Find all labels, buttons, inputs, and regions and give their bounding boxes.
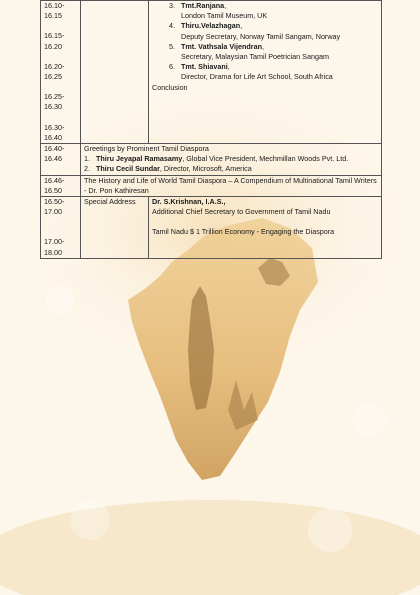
time-cell xyxy=(41,197,81,259)
time-slot: 16.10-16.15 xyxy=(44,1,65,21)
speaker-item: 5. Tmt. Vathsala Vijendran, xyxy=(169,41,264,51)
speaker-designation: Additional Chief Secretary to Government of Tamil Nadu xyxy=(152,207,331,217)
speaker-detail: London Tamil Museum, UK xyxy=(181,11,268,21)
bokeh-4 xyxy=(70,500,110,540)
speaker-detail: Secretary, Malaysian Tamil Poetrician Sangam xyxy=(181,52,329,62)
session-label: Special Address xyxy=(81,197,149,259)
session-cell xyxy=(81,1,149,144)
time-cell: 16.40-16.46 xyxy=(41,144,81,176)
time-slot: 16.50-17.00 xyxy=(44,197,65,217)
table-row xyxy=(41,1,382,144)
conclusion-label: Conclusion xyxy=(152,82,188,92)
special-address-cell xyxy=(149,197,382,259)
time-cell: 16.46-16.50 xyxy=(41,175,81,196)
table-row xyxy=(41,197,382,259)
speaker-item: 4. Thiru.Velazhagan, xyxy=(169,21,243,31)
programme-table xyxy=(40,0,382,259)
speaker-detail: Director, Drama for Life Art School, South Africa xyxy=(181,72,333,82)
time-slot: 16.25-16.30 xyxy=(44,92,65,112)
speaker-item: 3. Tmt.Ranjana, xyxy=(169,1,227,10)
time-slot: 17.00-18.00 xyxy=(44,237,65,257)
history-text: The History and Life of World Tamil Diaspora – A Compendium of Multinational Tamil Writers - Dr. Pon Kathiresan xyxy=(81,175,382,196)
speaker-detail: Deputy Secretary, Norway Tamil Sangam, Norway xyxy=(181,31,341,41)
bokeh-1 xyxy=(46,286,74,314)
speaker-name: Dr. S.Krishnan, I.A.S., xyxy=(152,197,226,207)
time-slot: 16.20-16.25 xyxy=(44,61,65,82)
address-topic: Tamil Nadu $ 1 Trillion Economy - Engaging the Diaspora xyxy=(152,227,335,237)
greeting-item: 2. Thiru Cecil Sundar, Director, Microsoft, America xyxy=(84,164,252,174)
table-row xyxy=(41,144,382,176)
greeting-item: 1. Thiru Jeyapal Ramasamy, Global Vice President, Mechmillan Woods Pvt. Ltd. xyxy=(84,154,349,164)
greetings-cell xyxy=(81,144,382,176)
speaker-cell xyxy=(149,1,382,144)
time-cell xyxy=(41,1,81,144)
time-slot: 16.30-16.40 xyxy=(44,122,65,142)
speaker-item: 6. Tmt. Shiavani, xyxy=(169,62,230,72)
bokeh-3 xyxy=(308,508,352,552)
table-row xyxy=(41,175,382,196)
bokeh-2 xyxy=(352,402,388,438)
time-slot: 16.15-16.20 xyxy=(44,31,65,51)
greetings-title: Greetings by Prominent Tamil Diaspora xyxy=(84,144,209,154)
glow-bottom xyxy=(0,500,420,595)
